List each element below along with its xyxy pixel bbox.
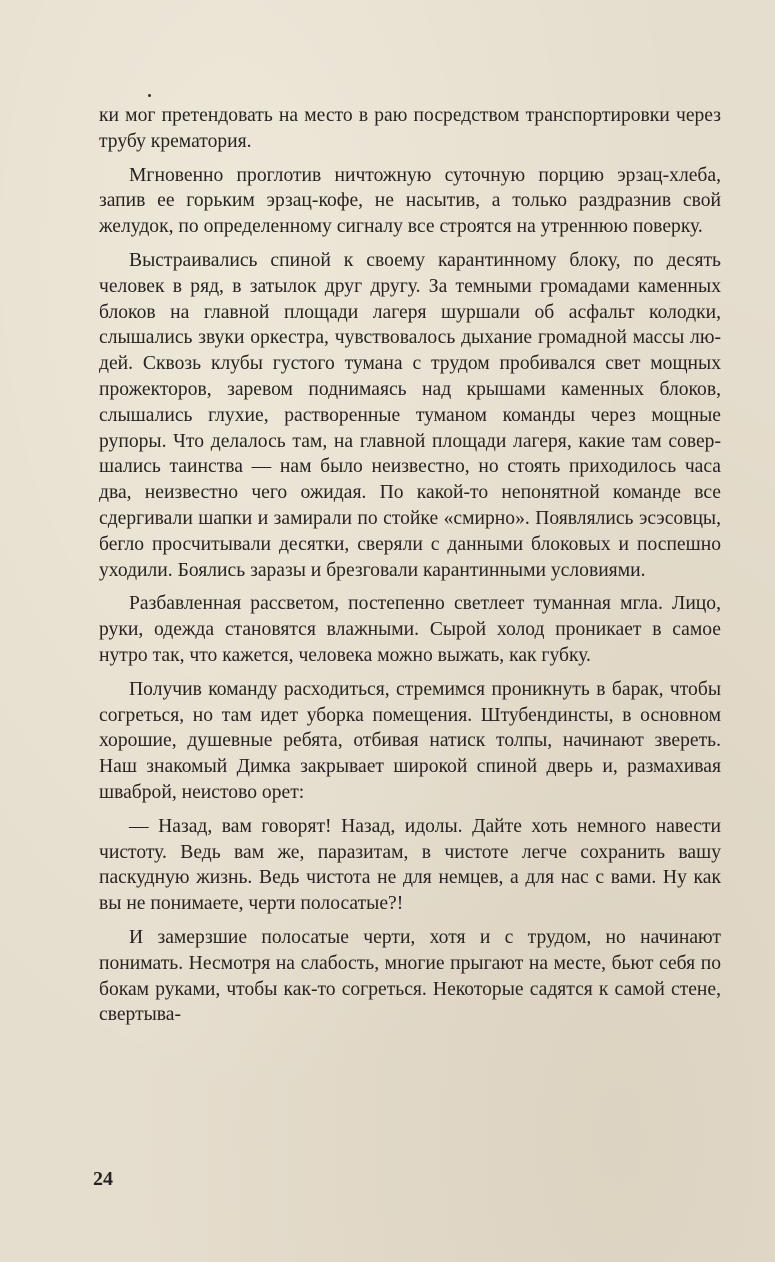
paragraph: Выстраивались спиной к своему карантинному блоку, по десять человек в ряд, в затылок друг другу. За темными громадами каменных блоков на главной площади лагеря шуршали об асфальт колодки, слышались звуки оркестра, чувствовалось дыхание громадной массы людей. Сквозь клубы густого тумана с трудом пробивался свет мощных прожекторов, заревом поднимаясь над крышами каменных блоков, слышались глухие, растворенные туманом команды через мощные рупоры. Что делалось там, на главной площади лагеря, какие там совершались таинства — нам было неизвестно, но стоять приходилось часа два, неизвестно чего ожидая. По какой-то непонятной команде все сдергивали шапки и замирали по стойке «смирно». Появлялись эсэсовцы, бегло просчитывали десятки, сверяли с данными блоковых и поспешно уходили. Боялись заразы и брезговали карантинными условиями. [99,249,721,581]
page-text [99,103,721,1036]
ink-dot [148,94,151,97]
paragraph: ки мог претендовать на место в раю посредством транспортировки через трубу крематория. [99,105,721,152]
paragraph: И замерзшие полосатые черти, хотя и с трудом, но начинают понимать. Несмотря на слабость, многие прыгают на месте, бьют себя по бокам руками, чтобы как-то согреться. Некоторые садятся к самой стене, свертыва- [99,926,721,1026]
paragraph: Разбавленная рассветом, постепенно светлеет туманная мгла. Лицо, руки, одежда становятся влажными. Сырой холод проникает в самое нутро так, что кажется, человека можно выжать, как губку. [99,593,721,666]
page-number: 24 [93,1168,113,1190]
paragraph: Получив команду расходиться, стремимся проникнуть в барак, чтобы согреться, но там идет уборка помещения. Штубендинсты, в основном хорошие, душевные ребята, отбивая натиск толпы, начинают звереть. Наш знакомый Димка закрывает широкой спиной дверь и, размахивая шваброй, неистово орет: [99,678,721,803]
paragraph: — Назад, вам говорят! Назад, идолы. Дайте хоть немного навести чистоту. Ведь вам же, паразитам, в чистоте легче сохранить вашу паскудную жизнь. Ведь чистота не для немцев, а для нас с вами. Ну как вы не понимаете, черти полосатые?! [99,815,721,915]
paragraph: Мгновенно проглотив ничтожную суточную порцию эрзац-хлеба, запив ее горьким эрзац-кофе, не насытив, а только раздразнив свой желудок, по определенному сигналу все строятся на утреннюю поверку. [99,164,721,238]
